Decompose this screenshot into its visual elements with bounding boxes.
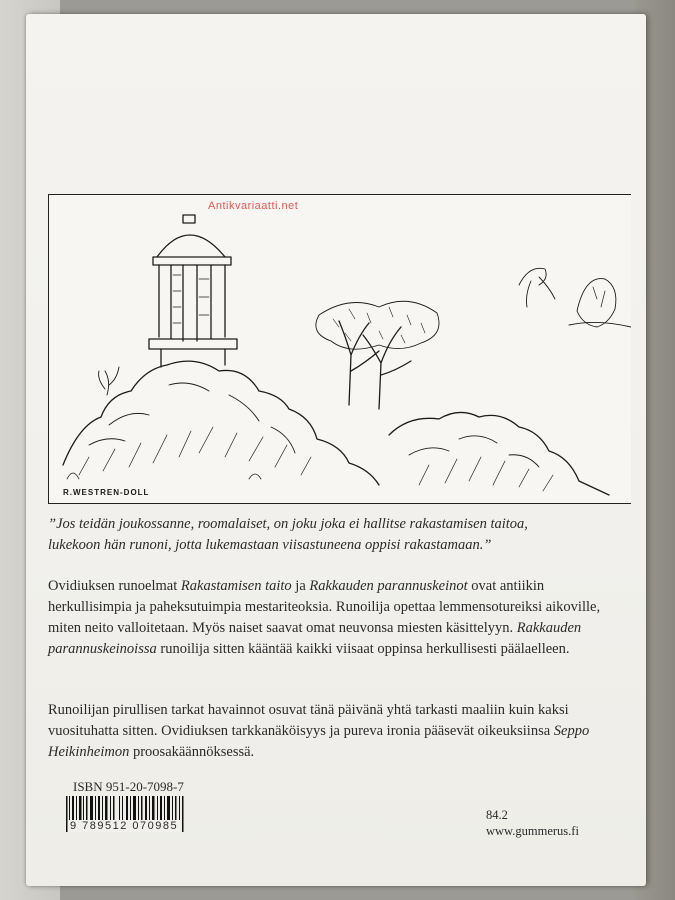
p2-translator-name: Seppo Heikinheimon: [48, 723, 590, 760]
p2-text-2: proosakäännöksessä.: [129, 744, 255, 760]
artist-signature: R.WESTREN-DOLL: [63, 488, 150, 497]
quote-line-2: lukekoon hän runoni, jotta lukemastaan viisastuneena oppisi rakastamaan.”: [48, 537, 492, 553]
quote-line-1: ”Jos teidän joukossanne, roomalaiset, on joku joka ei hallitse rakastamisen taitoa,: [48, 516, 528, 532]
watermark-text: Antikvariaatti.net: [208, 200, 299, 212]
p1-title-3: Rakkauden parannuskeinoissa: [48, 620, 582, 657]
p1-text-3: ovat antiikin herkullisimpia ja paheksutuimpia mestariteoksia. Runoilija opettaa lemmensotureiksi aikoville, miten neito valloitetaan. Myös naiset saavat omat neuvonsa miesten käsittelyyn.: [48, 578, 601, 636]
p1-title-1: Rakastamisen taito: [180, 578, 292, 594]
description-paragraph-1: [48, 576, 618, 660]
publisher-website: www.gummerus.fi: [486, 824, 579, 838]
p1-text-2: ja: [291, 578, 310, 594]
barcode-number: 9 789512 070985: [70, 820, 179, 832]
cover-quote: [48, 514, 608, 556]
ink-drawing: [49, 195, 631, 503]
price-code: 84.2: [486, 808, 508, 822]
p1-title-2: Rakkauden parannuskeinot: [309, 578, 468, 594]
isbn-label: ISBN 951-20-7098-7: [73, 779, 184, 794]
cover-illustration: [48, 194, 631, 504]
p1-text-4: runoilija sitten kääntää kaikki viisaat oppinsa herkullisesti päälaelleen.: [156, 641, 570, 657]
p1-text-1: Ovidiuksen runoelmat: [48, 578, 181, 594]
p2-text-1: Runoilijan pirullisen tarkat havainnot osuvat tänä päivänä yhtä tarkasti maaliin kuin kaksi vuosituhatta sitten. Ovidiuksen tarkkanäköisyys ja pureva ironia pääsevät oikeuksiinsa: [48, 702, 569, 739]
description-paragraph-2: [48, 700, 618, 763]
